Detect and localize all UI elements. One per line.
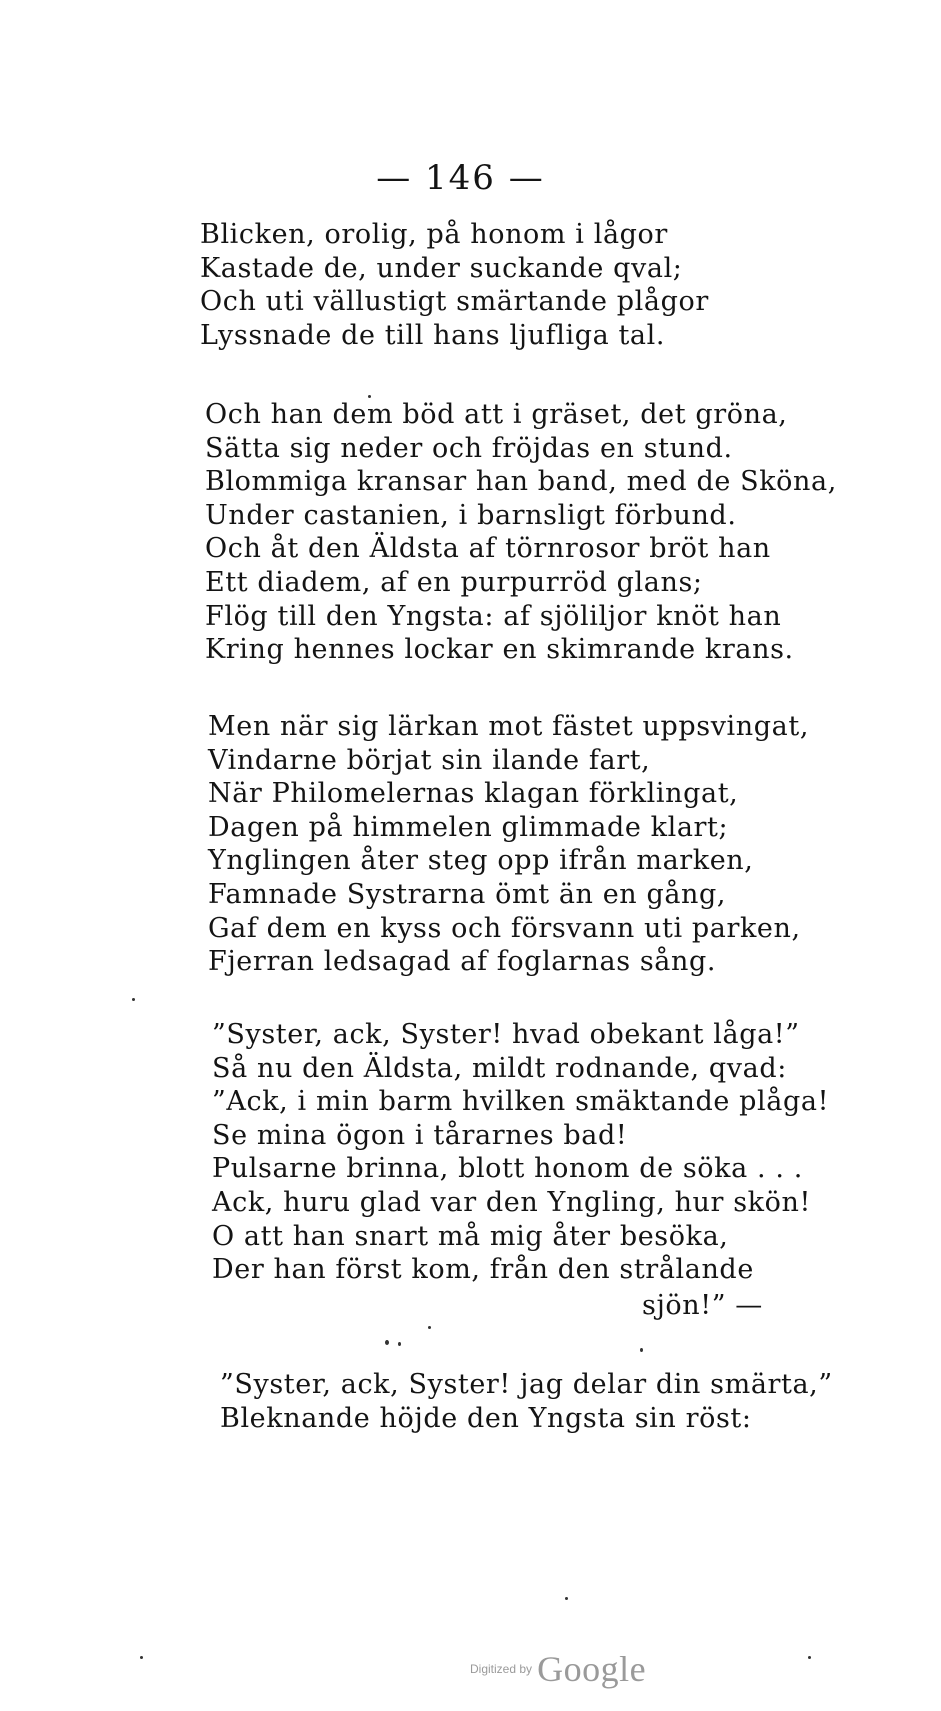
verse-line: ”Syster, ack, Syster! jag delar din smärta,” bbox=[220, 1369, 833, 1400]
verse-line: Blicken, orolig, på honom i lågor bbox=[200, 219, 668, 250]
verse-line: Och han dem böd att i gräset, det gröna, bbox=[205, 399, 788, 430]
verse-line: Gaf dem en kyss och försvann uti parken, bbox=[208, 912, 801, 944]
stanza-4 bbox=[212, 1018, 829, 1287]
scan-speck bbox=[132, 998, 135, 1001]
verse-line: Ett diadem, af en purpurröd glans; bbox=[205, 566, 703, 598]
verse-line: Blommiga kransar han band, med de Sköna, bbox=[205, 466, 837, 498]
scan-speck bbox=[565, 1597, 568, 1600]
verse-line: När Philomelernas klagan förklingat, bbox=[208, 778, 739, 810]
verse-line: Men när sig lärkan mot fästet uppsvingat, bbox=[208, 711, 809, 742]
verse-line: O att han snart må mig åter besöka, bbox=[212, 1220, 729, 1252]
verse-line: ”Ack, i min barm hvilken smäktande plåga! bbox=[212, 1086, 830, 1118]
scan-speck bbox=[398, 1342, 401, 1346]
verse-line: Så nu den Äldsta, mildt rodnande, qvad: bbox=[212, 1052, 787, 1084]
verse-line: Bleknande höjde den Yngsta sin röst: bbox=[220, 1402, 752, 1434]
verse-line: Famnade Systrarna ömt än en gång, bbox=[208, 878, 727, 910]
verse-line: Under castanien, i barnsligt förbund. bbox=[205, 499, 737, 531]
stanza-2 bbox=[205, 398, 837, 667]
stanza-1 bbox=[200, 218, 709, 352]
page-number: — 146 — bbox=[376, 158, 545, 198]
verse-line: Fjerran ledsagad af foglarnas sång. bbox=[208, 946, 717, 978]
digitized-watermark bbox=[470, 1648, 646, 1690]
stanza-3 bbox=[208, 710, 809, 979]
scan-speck bbox=[808, 1656, 811, 1659]
scan-speck bbox=[640, 1348, 643, 1352]
google-logo: Google bbox=[537, 1649, 647, 1689]
scan-speck bbox=[385, 1340, 389, 1345]
verse-line: Ack, huru glad var den Yngling, hur skön! bbox=[212, 1186, 811, 1218]
verse-line: Sätta sig neder och fröjdas en stund. bbox=[205, 432, 733, 464]
verse-line: Och åt den Äldsta af törnrosor bröt han bbox=[205, 533, 771, 565]
verse-line: ”Syster, ack, Syster! hvad obekant låga!” bbox=[212, 1019, 800, 1050]
verse-line: Der han först kom, från den strålande bbox=[212, 1254, 754, 1286]
verse-line: Kastade de, under suckande qval; bbox=[200, 252, 683, 284]
watermark-prefix: Digitized by bbox=[470, 1662, 533, 1676]
stanza-5 bbox=[220, 1368, 833, 1435]
verse-line: Ynglingen åter steg opp ifrån marken, bbox=[208, 845, 754, 877]
verse-line: Pulsarne brinna, blott honom de söka . . . bbox=[212, 1153, 803, 1185]
scan-speck bbox=[368, 395, 371, 398]
verse-line: Dagen på himmelen glimmade klart; bbox=[208, 811, 729, 843]
verse-line: Flög till den Yngsta: af sjöliljor knöt han bbox=[205, 600, 782, 632]
verse-continuation: sjön!” — bbox=[642, 1290, 763, 1321]
verse-line: Vindarne börjat sin ilande fart, bbox=[208, 744, 651, 776]
verse-line: Se mina ögon i tårarnes bad! bbox=[212, 1119, 628, 1151]
verse-line: Lyssnade de till hans ljufliga tal. bbox=[200, 319, 666, 351]
scan-speck bbox=[428, 1326, 431, 1329]
scan-speck bbox=[140, 1656, 143, 1659]
verse-line: Kring hennes lockar en skimrande krans. bbox=[205, 634, 794, 666]
verse-line: Och uti vällustigt smärtande plågor bbox=[200, 286, 709, 318]
